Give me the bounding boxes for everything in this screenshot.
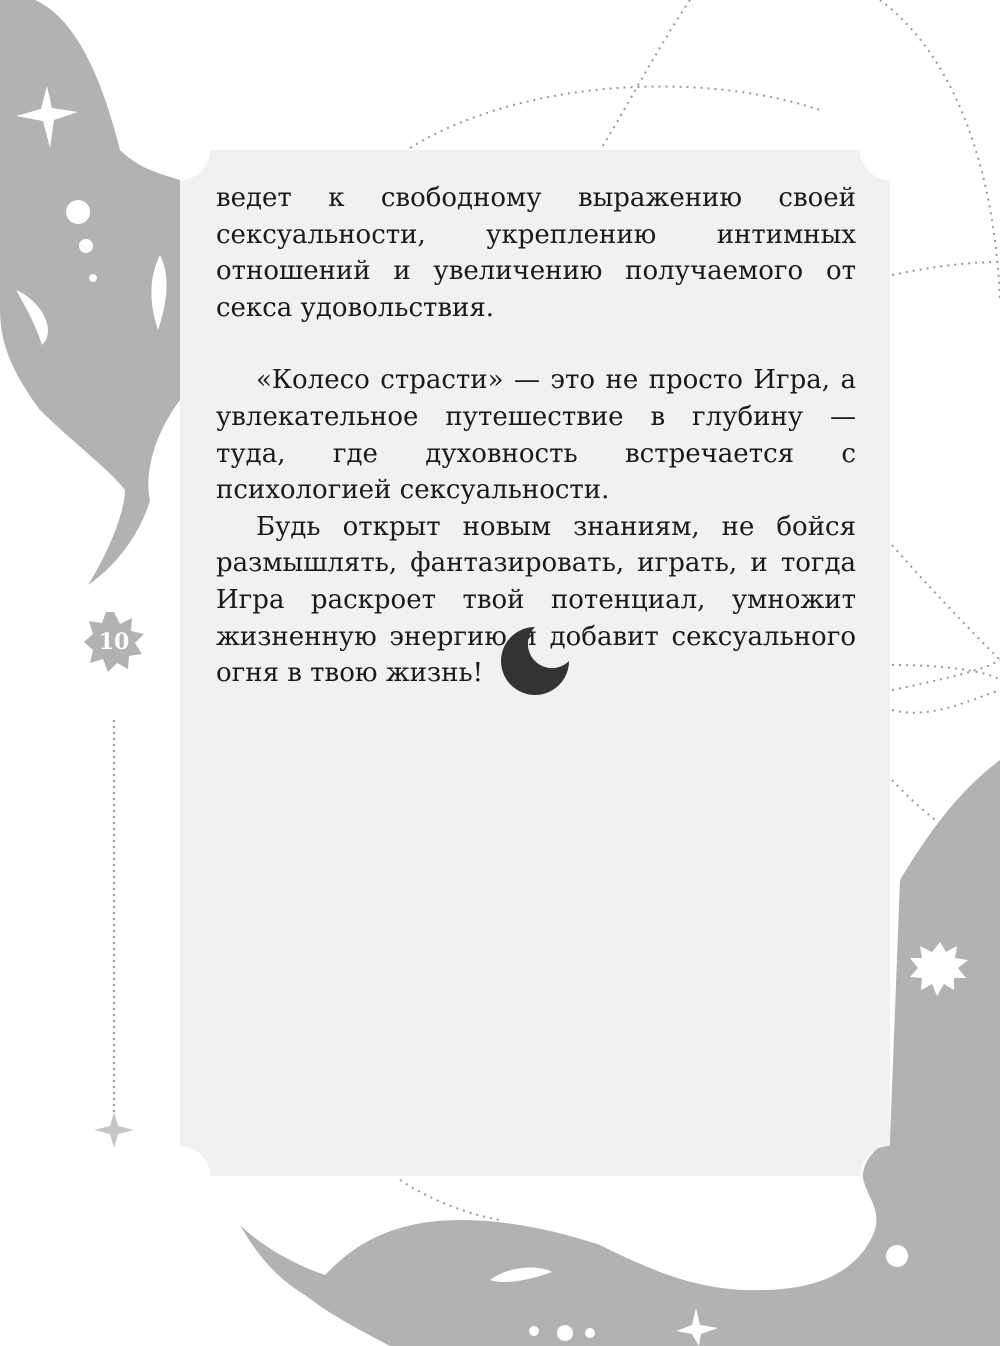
star-icon (94, 1112, 134, 1148)
page-number: 10 (98, 629, 130, 655)
snake-silhouette-top (0, 0, 180, 585)
paragraph: ведет к свободному выражению своей сексуальности, укреплению интимных отношений и увеличению получаемого от секса удовольствия. (216, 183, 856, 323)
page-number-badge (84, 612, 144, 672)
dot-ornament (79, 239, 93, 253)
crescent-moon-icon (500, 626, 570, 696)
dot-ornament (89, 274, 97, 282)
dot-ornament (585, 1328, 595, 1338)
paragraph: Будь открыт новым знаниям, не бойся размышлять, фантазировать, играть, и тогда Игра раскроет твой потенциал, умножит жизненную энергию и добавит сексуального огня в твою жизнь! (216, 511, 856, 689)
paragraph: «Колесо страсти» — это не просто Игра, а увлекательное путешествие в глубину — туда, где духовность встречается с психологией сексуальности. (216, 365, 856, 506)
body-text (216, 180, 856, 692)
dot-ornament (557, 1325, 573, 1341)
dot-ornament (886, 1245, 908, 1267)
dot-ornament (529, 1326, 539, 1336)
dot-ornament (66, 200, 90, 224)
